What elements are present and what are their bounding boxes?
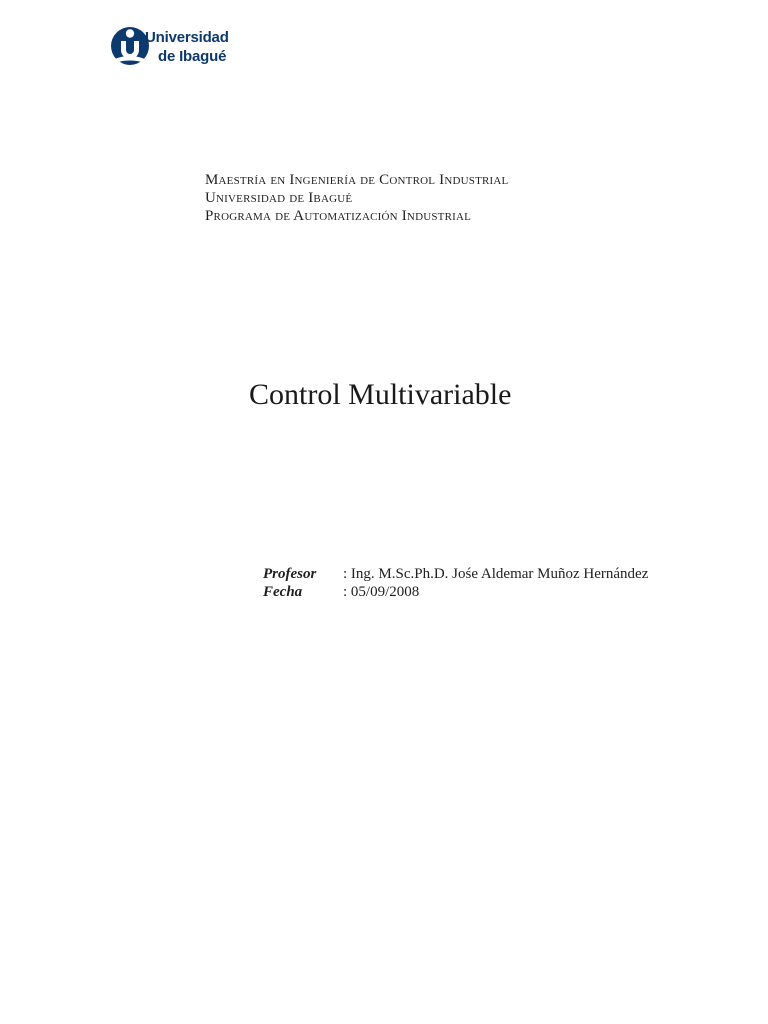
professor-row (263, 565, 648, 583)
program-header (205, 171, 508, 225)
professor-label: Profesor (263, 566, 317, 582)
university-logo (111, 26, 251, 70)
university-name-line2: de Ibagué (158, 48, 227, 65)
university-name (145, 28, 229, 66)
date-value: : 05/09/2008 (343, 584, 420, 600)
document-title: Control Multivariable (249, 378, 512, 411)
date-row (263, 583, 648, 601)
header-line-university: Universidad de Ibagué (205, 190, 353, 206)
university-name-line1: Universidad (145, 29, 229, 46)
professor-value: : Ing. M.Sc.Ph.D. Jośe Aldemar Muñoz Hernández (343, 566, 649, 582)
header-line-degree: Maestría en Ingeniería de Control Industrial (205, 172, 509, 188)
header-line-program: Programa de Automatización Industrial (205, 208, 472, 224)
document-info (263, 565, 648, 601)
date-label: Fecha (263, 584, 303, 600)
